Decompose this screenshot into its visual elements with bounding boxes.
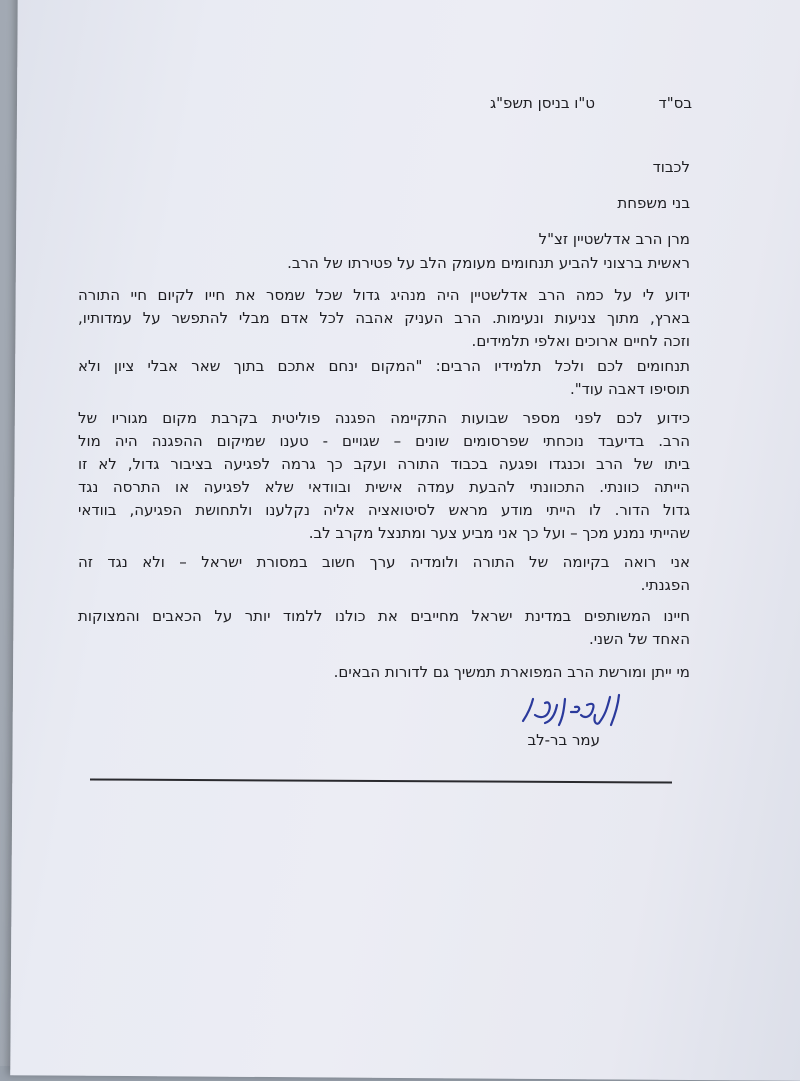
paragraph-2-line-1: ידוע לי על כמה הרב אדלשטיין היה מנהיג גדול שכל שמסר את חייו לקיום חיי התורה <box>78 286 690 304</box>
paragraph-2-line-3: וזכה לחיים ארוכים ואלפי תלמידים. <box>471 332 690 350</box>
paragraph-4-line-1: כידוע לכם לפני מספר שבועות התקיימה הפגנה פוליטית בקרבת מקום מגוריו של <box>78 409 690 427</box>
paragraph-2-line-2: בארץ, מתוך צניעות ונעימות. הרב העניק אהבה לכל אדם מבלי להתפשר על עמדותיו, <box>78 309 690 327</box>
paragraph-6-line-1: חיינו המשותפים במדינת ישראל מחייבים את כולנו ללמוד יותר על הכאבים והמצוקות <box>78 607 690 625</box>
besd-heading: בס"ד <box>658 94 692 112</box>
paragraph-7-line-1: מי ייתן ומורשת הרב המפוארת תמשיך גם לדורות הבאים. <box>333 663 690 681</box>
bottom-rule <box>90 778 672 783</box>
paragraph-5-line-1: אני רואה בקיומה של התורה ולומדיה ערך חשוב במסורת ישראל – ולא נגד זה <box>78 553 690 571</box>
paragraph-1-line-1: ראשית ברצוני להביע תנחומים מעומק הלב על פטירתו של הרב. <box>287 254 690 272</box>
paragraph-6-line-2: האחד של השני. <box>588 630 690 648</box>
paragraph-3-line-2: תוסיפו דאבה עוד". <box>569 380 690 398</box>
salutation-line-1: לכבוד <box>652 158 690 176</box>
letter-date: ט"ו בניסן תשפ"ג <box>489 94 595 112</box>
salutation-line-3: מרן הרב אדלשטיין זצ"ל <box>538 230 690 248</box>
paragraph-4-line-2: הרב. בדיעבד נוכחתי שפרסומים שונים – שגויים - טענו שמיקום ההפגנה היה מול <box>78 432 690 450</box>
paragraph-5-line-2: הפגנתי. <box>640 576 690 594</box>
handwritten-signature <box>515 685 625 735</box>
paragraph-4-line-4: הייתה כוונתי. התכוונתי להבעת עמדה אישית ובוודאי שלא לפגיעה או התרסה נגד <box>78 478 690 496</box>
salutation-line-2: בני משפחת <box>617 194 690 212</box>
paragraph-4-line-5: גדול הדור. לו הייתי מודע מראש לסיטואציה אליה נקלענו ולתחושת הפגיעה, בוודאי <box>78 501 690 519</box>
paragraph-4-line-6: שהייתי נמנע מכך – ועל כך אני מביע צער ומתנצל מקרב לב. <box>308 524 690 542</box>
paragraph-3-line-1: תנחומים לכם ולכל תלמידיו הרבים: "המקום ינחם אתכם בתוך שאר אבלי ציון ולא <box>78 357 690 375</box>
paragraph-4-line-3: ביתו של הרב וכנגדו ופגעה בכבוד התורה ועקב כך גרמה לפגיעה בציבור גדול, לא זו <box>78 455 690 473</box>
signer-name: עמר בר-לב <box>527 731 600 749</box>
